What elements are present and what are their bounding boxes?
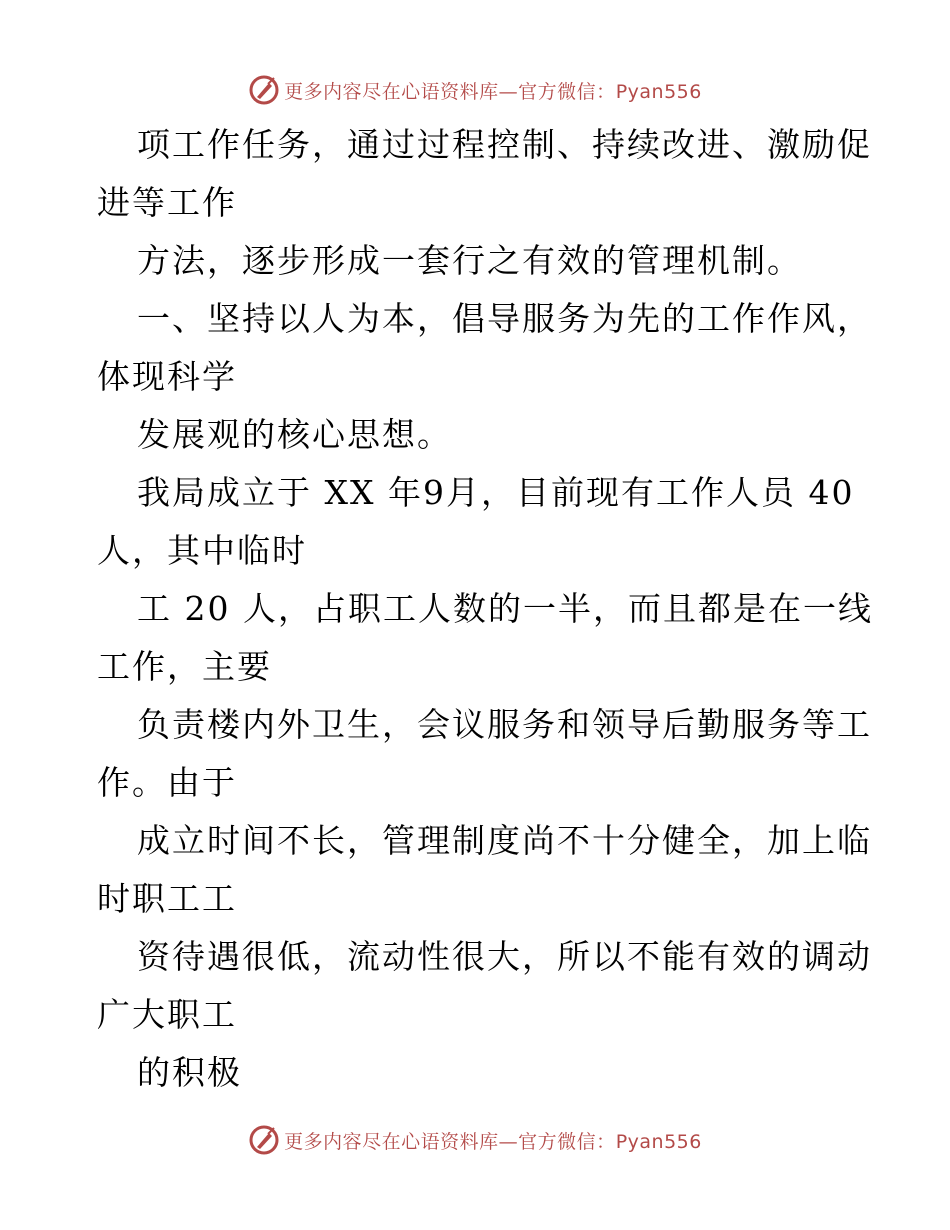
body-text-line: 成立时间不长，管理制度尚不十分健全，加上临 xyxy=(137,821,872,860)
body-text-line: 发展观的核心思想。 xyxy=(137,415,452,454)
quill-pen-logo-icon xyxy=(248,74,280,106)
header-text xyxy=(284,77,702,104)
document-body xyxy=(97,116,873,1102)
body-text-line: 一、坚持以人为本，倡导服务为先的工作作风， xyxy=(137,299,872,338)
body-text-line: 我局成立于 XX 年9月，目前现有工作人员 40 xyxy=(137,473,855,512)
body-text-line: 进等工作 xyxy=(97,183,237,222)
body-text-line: 广大职工 xyxy=(97,995,237,1034)
header-site-text: 更多内容尽在心语资料库 xyxy=(284,80,499,103)
body-text-line: 负责楼内外卫生，会议服务和领导后勤服务等工 xyxy=(137,705,872,744)
body-text-line: 体现科学 xyxy=(97,357,237,396)
footer-text xyxy=(284,1127,702,1154)
body-text-line: 项工作任务，通过过程控制、持续改进、激励促 xyxy=(137,125,872,164)
body-text-line: 时职工工 xyxy=(97,879,237,918)
header-dash: — xyxy=(498,80,519,103)
footer-wechat-id: Pyan556 xyxy=(615,1130,702,1153)
header-official-label: 官方微信： xyxy=(518,80,616,103)
body-text-line: 工 20 人，占职工人数的一半，而且都是在一线 xyxy=(137,589,873,628)
footer-site-text: 更多内容尽在心语资料库 xyxy=(284,1130,499,1153)
footer-official-label: 官方微信： xyxy=(518,1130,616,1153)
quill-pen-logo-icon xyxy=(248,1124,280,1156)
body-text-line: 作。由于 xyxy=(97,763,237,802)
footer-dash: — xyxy=(498,1130,519,1153)
body-text-line: 人，其中临时 xyxy=(97,531,307,570)
page-footer-banner xyxy=(0,1120,950,1160)
body-text-line: 资待遇很低，流动性很大，所以不能有效的调动 xyxy=(137,937,872,976)
page-header-banner xyxy=(0,70,950,110)
header-wechat-id: Pyan556 xyxy=(615,80,702,103)
body-text-line: 的积极 xyxy=(137,1053,242,1092)
body-text-line: 方法，逐步形成一套行之有效的管理机制。 xyxy=(137,241,802,280)
body-text-line: 工作，主要 xyxy=(97,647,272,686)
